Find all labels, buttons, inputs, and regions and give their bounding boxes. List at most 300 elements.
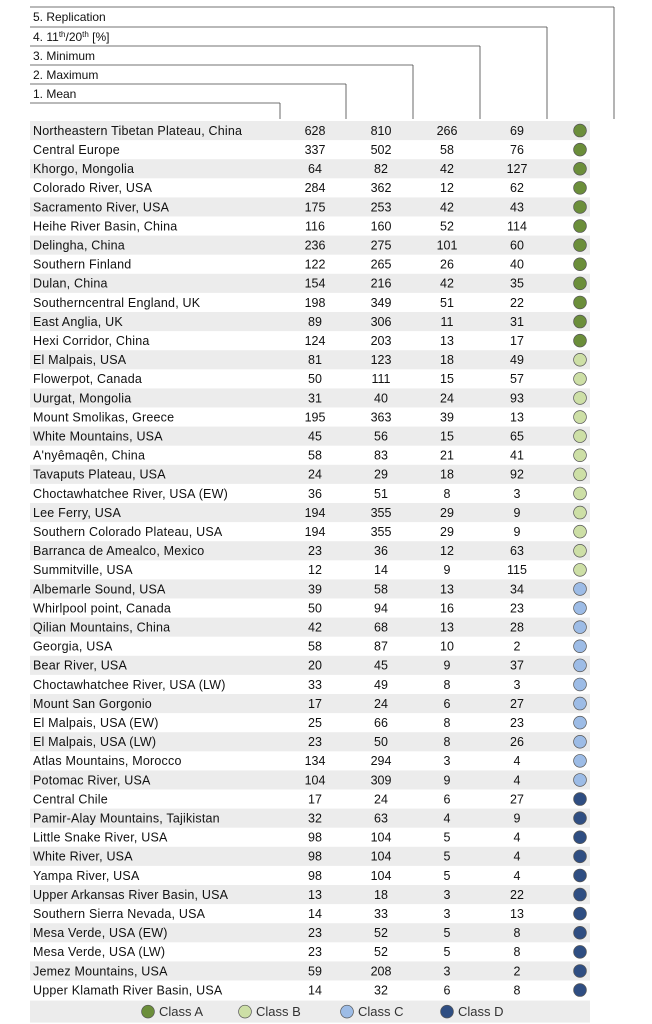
cell-value-col2: 58: [374, 582, 388, 597]
replication-class-marker: [574, 716, 587, 729]
replication-class-marker: [574, 659, 587, 672]
site-name: Upper Klamath River Basin, USA: [33, 983, 223, 998]
site-name: El Malpais, USA (EW): [33, 715, 159, 730]
table-row: [33, 869, 586, 883]
replication-class-marker: [574, 621, 587, 634]
cell-value-col1: 81: [308, 353, 322, 368]
table-row: [33, 181, 586, 195]
cell-value-col2: 349: [370, 295, 392, 310]
cell-value-col2: 810: [370, 123, 392, 138]
cell-value-col4: 115: [507, 563, 527, 578]
cell-value-col2: 216: [370, 276, 392, 291]
legend-label: Class B: [256, 1004, 301, 1020]
site-name: Georgia, USA: [33, 639, 113, 654]
cell-value-col4: 57: [510, 372, 524, 387]
cell-value-col1: 45: [308, 429, 322, 444]
cell-value-col3: 3: [443, 964, 451, 979]
cell-value-col3: 6: [443, 792, 451, 807]
cell-value-col3: 13: [440, 620, 454, 635]
site-name: Delingha, China: [33, 238, 125, 253]
column-header-4: 4. 11th/20th [%]: [33, 30, 110, 44]
cell-value-col4: 22: [510, 887, 524, 902]
cell-value-col4: 49: [510, 353, 524, 368]
site-name: Atlas Mountains, Morocco: [33, 754, 182, 769]
cell-value-col3: 26: [440, 257, 454, 272]
table-row: [33, 487, 586, 501]
site-name: Tavaputs Plateau, USA: [33, 467, 166, 482]
cell-value-col2: 160: [370, 219, 392, 234]
cell-value-col3: 42: [440, 276, 454, 291]
cell-value-col1: 50: [308, 372, 322, 387]
replication-class-marker: [574, 353, 587, 366]
cell-value-col3: 18: [440, 467, 454, 482]
legend-label: Class D: [458, 1004, 504, 1020]
cell-value-col4: 35: [510, 276, 524, 291]
replication-class-marker: [574, 945, 587, 958]
cell-value-col3: 4: [443, 811, 451, 826]
column-header-1: 1. Mean: [33, 87, 77, 101]
replication-class-marker: [574, 850, 587, 863]
cell-value-col4: 34: [510, 582, 524, 597]
cell-value-col4: 26: [510, 735, 524, 750]
cell-value-col1: 98: [308, 868, 322, 883]
cell-value-col4: 17: [510, 333, 524, 348]
table-row: [33, 525, 586, 539]
site-name: East Anglia, UK: [33, 314, 123, 329]
site-name: Southern Colorado Plateau, USA: [33, 524, 223, 539]
replication-class-marker: [574, 907, 587, 920]
replication-class-marker: [574, 315, 587, 328]
site-name: Sacramento River, USA: [33, 200, 170, 215]
cell-value-col1: 39: [308, 582, 322, 597]
cell-value-col3: 12: [440, 181, 454, 196]
replication-class-marker: [574, 201, 587, 214]
cell-value-col4: 41: [510, 448, 524, 463]
site-name: Central Europe: [33, 142, 120, 157]
site-name: Lee Ferry, USA: [33, 505, 122, 520]
cell-value-col4: 65: [510, 429, 524, 444]
replication-class-marker: [574, 181, 587, 194]
cell-value-col2: 104: [370, 868, 392, 883]
site-name: Mount San Gorgonio: [33, 696, 152, 711]
table-row: [33, 334, 586, 348]
site-name: Khorgo, Mongolia: [33, 162, 135, 177]
cell-value-col3: 18: [440, 353, 454, 368]
replication-class-marker: [574, 468, 587, 481]
replication-class-marker: [574, 831, 587, 844]
cell-value-col1: 58: [308, 639, 322, 654]
cell-value-col1: 124: [304, 333, 326, 348]
cell-value-col1: 64: [308, 162, 322, 177]
cell-value-col2: 208: [370, 964, 392, 979]
cell-value-col4: 43: [510, 200, 524, 215]
table-row: [33, 258, 586, 272]
cell-value-col4: 93: [510, 391, 524, 406]
cell-value-col1: 194: [304, 505, 326, 520]
cell-value-col1: 134: [304, 754, 326, 769]
cell-value-col4: 2: [513, 964, 521, 979]
cell-value-col1: 59: [308, 964, 322, 979]
cell-value-col2: 18: [374, 887, 388, 902]
cell-value-col2: 49: [374, 677, 388, 692]
cell-value-col2: 66: [374, 715, 388, 730]
cell-value-col2: 123: [370, 353, 392, 368]
cell-value-col2: 82: [374, 162, 388, 177]
cell-value-col1: 58: [308, 448, 322, 463]
cell-value-col2: 294: [370, 754, 392, 769]
site-name: Southern Sierra Nevada, USA: [33, 906, 206, 921]
table-row: [33, 219, 586, 233]
cell-value-col2: 52: [374, 945, 388, 960]
site-name: Bear River, USA: [33, 658, 128, 673]
legend-marker: [341, 1005, 354, 1018]
site-name: Southern Finland: [33, 257, 132, 272]
site-name: Uurgat, Mongolia: [33, 391, 132, 406]
cell-value-col2: 29: [374, 467, 388, 482]
cell-value-col3: 9: [443, 658, 451, 673]
cell-value-col4: 9: [513, 524, 521, 539]
replication-class-marker: [574, 334, 587, 347]
cell-value-col2: 68: [374, 620, 388, 635]
replication-class-marker: [574, 239, 587, 252]
cell-value-col3: 15: [440, 372, 454, 387]
cell-value-col3: 8: [443, 677, 451, 692]
cell-value-col4: 4: [513, 754, 521, 769]
site-name: Mesa Verde, USA (EW): [33, 926, 168, 941]
cell-value-col1: 98: [308, 849, 322, 864]
cell-value-col4: 37: [510, 658, 524, 673]
cell-value-col1: 31: [308, 391, 322, 406]
cell-value-col4: 62: [510, 181, 524, 196]
cell-value-col3: 6: [443, 983, 451, 998]
cell-value-col2: 36: [374, 544, 388, 559]
cell-value-col1: 14: [308, 983, 322, 998]
cell-value-col2: 14: [374, 563, 388, 578]
cell-value-col4: 60: [510, 238, 524, 253]
site-name: White Mountains, USA: [33, 429, 163, 444]
site-name: Hexi Corridor, China: [33, 333, 150, 348]
table-row: [33, 907, 586, 921]
cell-value-col1: 17: [308, 696, 322, 711]
cell-value-col3: 8: [443, 715, 451, 730]
table-row: [33, 410, 586, 424]
cell-value-col2: 94: [374, 601, 388, 616]
cell-value-col3: 9: [443, 563, 451, 578]
cell-value-col1: 17: [308, 792, 322, 807]
legend-entry: [441, 1004, 504, 1019]
cell-value-col4: 63: [510, 544, 524, 559]
cell-value-col1: 236: [304, 238, 326, 253]
replication-class-marker: [574, 869, 587, 882]
cell-value-col1: 628: [304, 123, 326, 138]
replication-class-marker: [574, 411, 587, 424]
replication-class-marker: [574, 583, 587, 596]
cell-value-col1: 50: [308, 601, 322, 616]
cell-value-col1: 42: [308, 620, 322, 635]
cell-value-col3: 3: [443, 754, 451, 769]
site-name: Little Snake River, USA: [33, 830, 168, 845]
cell-value-col4: 4: [513, 849, 521, 864]
legend-label: Class A: [159, 1004, 204, 1020]
cell-value-col3: 21: [440, 448, 454, 463]
site-name: El Malpais, USA: [33, 353, 127, 368]
site-name: El Malpais, USA (LW): [33, 735, 157, 750]
site-name: Colorado River, USA: [33, 181, 153, 196]
legend-entry: [341, 1004, 404, 1019]
cell-value-col1: 23: [308, 926, 322, 941]
legend-marker: [142, 1005, 155, 1018]
cell-value-col2: 306: [370, 314, 392, 329]
replication-class-marker: [574, 602, 587, 615]
cell-value-col2: 355: [370, 505, 392, 520]
site-name: Barranca de Amealco, Mexico: [33, 544, 205, 559]
site-name: Mount Smolikas, Greece: [33, 410, 175, 425]
site-name: Yampa River, USA: [33, 868, 140, 883]
cell-value-col1: 23: [308, 735, 322, 750]
table-row: [33, 945, 586, 959]
site-name: Northeastern Tibetan Plateau, China: [33, 123, 243, 138]
cell-value-col1: 24: [308, 467, 322, 482]
legend-background: [30, 1001, 590, 1023]
replication-class-marker: [574, 525, 587, 538]
site-name: Flowerpot, Canada: [33, 372, 143, 387]
cell-value-col1: 32: [308, 811, 322, 826]
cell-value-col3: 15: [440, 429, 454, 444]
replication-class-marker: [574, 888, 587, 901]
replication-class-marker: [574, 697, 587, 710]
table-row: [33, 601, 586, 615]
site-name: Potomac River, USA: [33, 773, 151, 788]
cell-value-col4: 8: [513, 926, 521, 941]
cell-value-col2: 362: [370, 181, 392, 196]
legend-entry: [142, 1004, 204, 1019]
cell-value-col2: 50: [374, 735, 388, 750]
site-name: Whirlpool point, Canada: [33, 601, 172, 616]
cell-value-col2: 203: [370, 333, 392, 348]
table-row: [33, 831, 586, 845]
cell-value-col3: 9: [443, 773, 451, 788]
cell-value-col3: 5: [443, 945, 451, 960]
cell-value-col1: 337: [304, 142, 326, 157]
cell-value-col2: 51: [374, 486, 388, 501]
legend-label: Class C: [358, 1004, 404, 1020]
cell-value-col3: 5: [443, 849, 451, 864]
cell-value-col3: 58: [440, 142, 454, 157]
cell-value-col4: 76: [510, 142, 524, 157]
cell-value-col4: 23: [510, 715, 524, 730]
cell-value-col4: 127: [506, 162, 528, 177]
cell-value-col3: 42: [440, 162, 454, 177]
table-body: [33, 124, 586, 998]
cell-value-col2: 111: [371, 372, 391, 387]
column-headers: [30, 7, 614, 119]
replication-class-marker: [574, 678, 587, 691]
cell-value-col1: 195: [304, 410, 326, 425]
table-row: [33, 296, 586, 310]
cell-value-col2: 52: [374, 926, 388, 941]
cell-value-col4: 9: [513, 811, 521, 826]
cell-value-col3: 5: [443, 868, 451, 883]
cell-value-col3: 29: [440, 524, 454, 539]
table-row: [33, 143, 586, 157]
legend-marker: [441, 1005, 454, 1018]
site-name: Pamir-Alay Mountains, Tajikistan: [33, 811, 220, 826]
replication-class-marker: [574, 296, 587, 309]
replication-class-marker: [574, 563, 587, 576]
replication-class-marker: [574, 735, 587, 748]
site-name: Choctawhatchee River, USA (LW): [33, 677, 226, 692]
cell-value-col3: 3: [443, 906, 451, 921]
cell-value-col4: 40: [510, 257, 524, 272]
replication-class-marker: [574, 277, 587, 290]
cell-value-col4: 13: [510, 410, 524, 425]
table-row: [33, 563, 586, 577]
cell-value-col2: 24: [374, 792, 388, 807]
cell-value-col4: 4: [513, 868, 521, 883]
site-name: Dulan, China: [33, 276, 108, 291]
cell-value-col1: 20: [308, 658, 322, 673]
cell-value-col3: 12: [440, 544, 454, 559]
cell-value-col3: 16: [440, 601, 454, 616]
cell-value-col4: 69: [510, 123, 524, 138]
cell-value-col2: 363: [370, 410, 392, 425]
cell-value-col2: 502: [370, 142, 392, 157]
replication-class-marker: [574, 143, 587, 156]
cell-value-col1: 104: [304, 773, 326, 788]
replication-class-marker: [574, 774, 587, 787]
cell-value-col3: 42: [440, 200, 454, 215]
cell-value-col2: 45: [374, 658, 388, 673]
cell-value-col4: 3: [513, 677, 521, 692]
cell-value-col3: 8: [443, 735, 451, 750]
replication-class-marker: [574, 506, 587, 519]
table-row: [33, 678, 586, 692]
cell-value-col3: 51: [440, 295, 454, 310]
replication-class-marker: [574, 449, 587, 462]
cell-value-col1: 284: [304, 181, 326, 196]
site-name: Summitville, USA: [33, 563, 133, 578]
site-name: Southerncentral England, UK: [33, 295, 201, 310]
site-name: Choctawhatchee River, USA (EW): [33, 486, 228, 501]
cell-value-col3: 13: [440, 582, 454, 597]
cell-value-col1: 23: [308, 945, 322, 960]
cell-value-col2: 32: [374, 983, 388, 998]
cell-value-col4: 9: [513, 505, 521, 520]
legend-marker: [239, 1005, 252, 1018]
cell-value-col4: 92: [510, 467, 524, 482]
cell-value-col2: 40: [374, 391, 388, 406]
cell-value-col2: 355: [370, 524, 392, 539]
cell-value-col3: 5: [443, 830, 451, 845]
legend-entry: [239, 1004, 301, 1019]
cell-value-col4: 27: [510, 696, 524, 711]
legend: [30, 1001, 590, 1023]
cell-value-col4: 31: [510, 314, 524, 329]
site-name: Upper Arkansas River Basin, USA: [33, 887, 229, 902]
cell-value-col4: 27: [510, 792, 524, 807]
cell-value-col3: 3: [443, 887, 451, 902]
replication-class-marker: [574, 793, 587, 806]
cell-value-col3: 52: [440, 219, 454, 234]
replication-class-marker: [574, 487, 587, 500]
cell-value-col3: 39: [440, 410, 454, 425]
cell-value-col4: 4: [513, 773, 521, 788]
table-row: [33, 716, 586, 730]
replication-class-marker: [574, 754, 587, 767]
replication-class-marker: [574, 162, 587, 175]
cell-value-col1: 194: [304, 524, 326, 539]
column-header-5: 5. Replication: [33, 10, 106, 24]
cell-value-col2: 275: [370, 238, 392, 253]
cell-value-col3: 266: [436, 123, 458, 138]
cell-value-col1: 89: [308, 314, 322, 329]
cell-value-col2: 56: [374, 429, 388, 444]
replication-class-marker: [574, 392, 587, 405]
cell-value-col1: 23: [308, 544, 322, 559]
table-row: [33, 372, 586, 386]
cell-value-col1: 36: [308, 486, 322, 501]
cell-value-col4: 23: [510, 601, 524, 616]
cell-value-col3: 13: [440, 333, 454, 348]
cell-value-col4: 8: [513, 983, 521, 998]
replication-class-marker: [574, 812, 587, 825]
site-name: Albemarle Sound, USA: [33, 582, 166, 597]
cell-value-col4: 2: [513, 639, 521, 654]
cell-value-col2: 63: [374, 811, 388, 826]
cell-value-col2: 253: [370, 200, 392, 215]
cell-value-col3: 10: [440, 639, 454, 654]
site-name: Central Chile: [33, 792, 108, 807]
cell-value-col2: 83: [374, 448, 388, 463]
replication-class-marker: [574, 965, 587, 978]
cell-value-col2: 24: [374, 696, 388, 711]
cell-value-col1: 122: [304, 257, 326, 272]
cell-value-col3: 29: [440, 505, 454, 520]
cell-value-col1: 13: [308, 887, 322, 902]
cell-value-col2: 104: [370, 849, 392, 864]
cell-value-col1: 33: [308, 677, 322, 692]
table-row: [33, 449, 586, 463]
cell-value-col4: 4: [513, 830, 521, 845]
cell-value-col2: 33: [374, 906, 388, 921]
site-name: Heihe River Basin, China: [33, 219, 178, 234]
cell-value-col4: 13: [510, 906, 524, 921]
site-name: A'nyêmaqên, China: [33, 448, 146, 463]
site-name: Mesa Verde, USA (LW): [33, 945, 166, 960]
cell-value-col2: 265: [370, 257, 392, 272]
site-name: Qilian Mountains, China: [33, 620, 171, 635]
cell-value-col2: 309: [370, 773, 392, 788]
cell-value-col1: 116: [305, 219, 325, 234]
cell-value-col4: 3: [513, 486, 521, 501]
replication-class-marker: [574, 640, 587, 653]
cell-value-col3: 24: [440, 391, 454, 406]
cell-value-col3: 5: [443, 926, 451, 941]
table-row: [33, 792, 586, 806]
cell-value-col4: 8: [513, 945, 521, 960]
replication-class-marker: [574, 220, 587, 233]
replication-class-marker: [574, 984, 587, 997]
cell-value-col1: 14: [308, 906, 322, 921]
replication-class-marker: [574, 372, 587, 385]
site-name: Jemez Mountains, USA: [33, 964, 168, 979]
cell-value-col1: 98: [308, 830, 322, 845]
cell-value-col4: 22: [510, 295, 524, 310]
cell-value-col3: 6: [443, 696, 451, 711]
cell-value-col4: 28: [510, 620, 524, 635]
cell-value-col1: 12: [308, 563, 322, 578]
replication-class-marker: [574, 258, 587, 271]
